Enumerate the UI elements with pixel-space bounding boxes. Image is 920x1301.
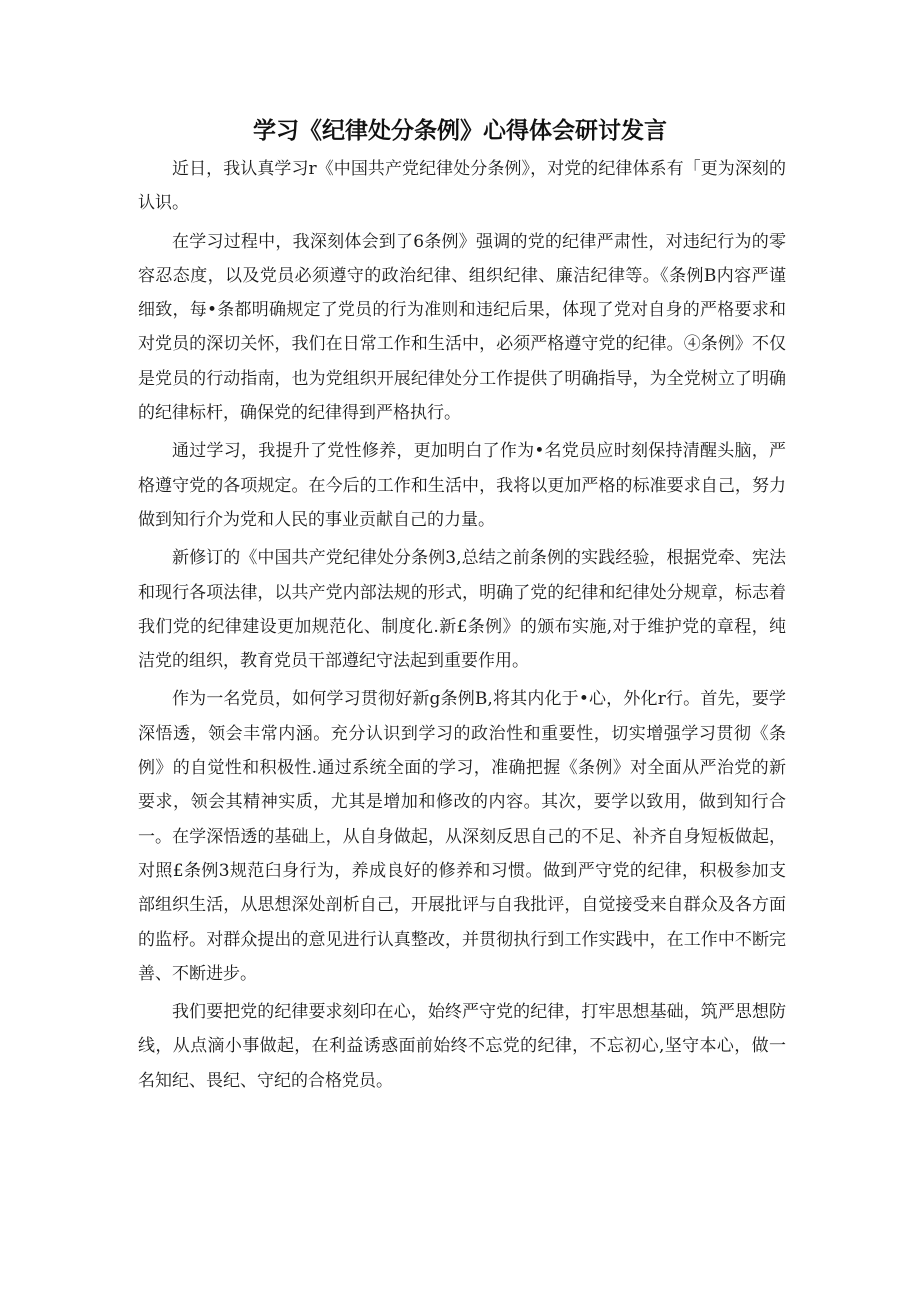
paragraph-6: 我们要把党的纪律要求刻印在心，始终严守党的纪律，打牢思想基础，筑严思想防线，从点滴小事做起，在利益诱惑面前始终不忘党的纪律，不忘初心,坚守本心，做一名知纪、畏纪、守纪的合格党员。 [138,1002,786,1091]
paragraph-5: 作为一名党员，如何学习贯彻好新g条例B,将其内化于•心，外化r行。首先，要学深悟透，领会丰常内涵。充分认识到学习的政治性和重要性，切实增强学习贯彻《条例》的自觉性和积极性.通过系统全面的学习，准确把握《条例》对全面从严治党的新要求，领会其精神实质，尤其是增加和修改的内容。其次，要学以致用，做到知行合一。在学深悟透的基础上，从自身做起，从深刻反思自己的不足、补齐自身短板做起，对照£条例3规范臼身行为，养成良好的修养和习惯。做到严守党的纪律，积极参加支部组织生活，从思想深处剖析自己，开展批评与自我批评，自觉接受来自群众及各方面的监杼。对群众提出的意见进行认真整改，并贯彻执行到工作实践中，在工作中不断完善、不断进步。 [138,689,786,984]
document-title: 学习《纪律处分条例》心得体会研讨发言 [253,118,667,144]
paragraph-4: 新修订的《中国共产党纪律处分条例3,总结之前条例的实践经验，根据党牵、宪法和现行各项法律，以共产党内部法规的形式，明确了党的纪律和纪律处分规章，标志着我们党的纪律建设更加规范化、制度化.新£条例》的颁布实施,对于维护党的章程，纯洁党的组织，教育党员干部遵纪守法起到重要作用。 [138,548,786,672]
paragraph-1: 近日，我认真学习r《中国共产党纪律处分条例》，对党的纪律体系有「更为深刻的认识。 [138,159,786,214]
paragraph-3: 通过学习，我提升了党性修养，更加明白了作为•名党员应时刻保持清醒头脑，严格遵守党的各项规定。在今后的工作和生活中，我将以更加严格的标准要求自己，努力做到知行介为党和人民的事业贡献自己的力量。 [138,441,786,530]
paragraph-2: 在学习过程中，我深刻体会到了6条例》强调的党的纪律严肃性，对违纪行为的零容忍态度，以及党员必须遵守的政治纪律、组织纪律、廉洁纪律等。《条例B内容严谨细致，每•条都明确规定了党员的行为准则和违纪后果，体现了党对自身的严格要求和对党员的深切关怀，我们在日常工作和生活中，必须严格遵守党的纪律。④条例》不仅是党员的行动指南，也为党组织开展纪律处分工作提供了明确指导，为全党树立了明确的纪律标杆，确保党的纪律得到严格执行。 [138,231,786,424]
document-body [138,152,786,1102]
